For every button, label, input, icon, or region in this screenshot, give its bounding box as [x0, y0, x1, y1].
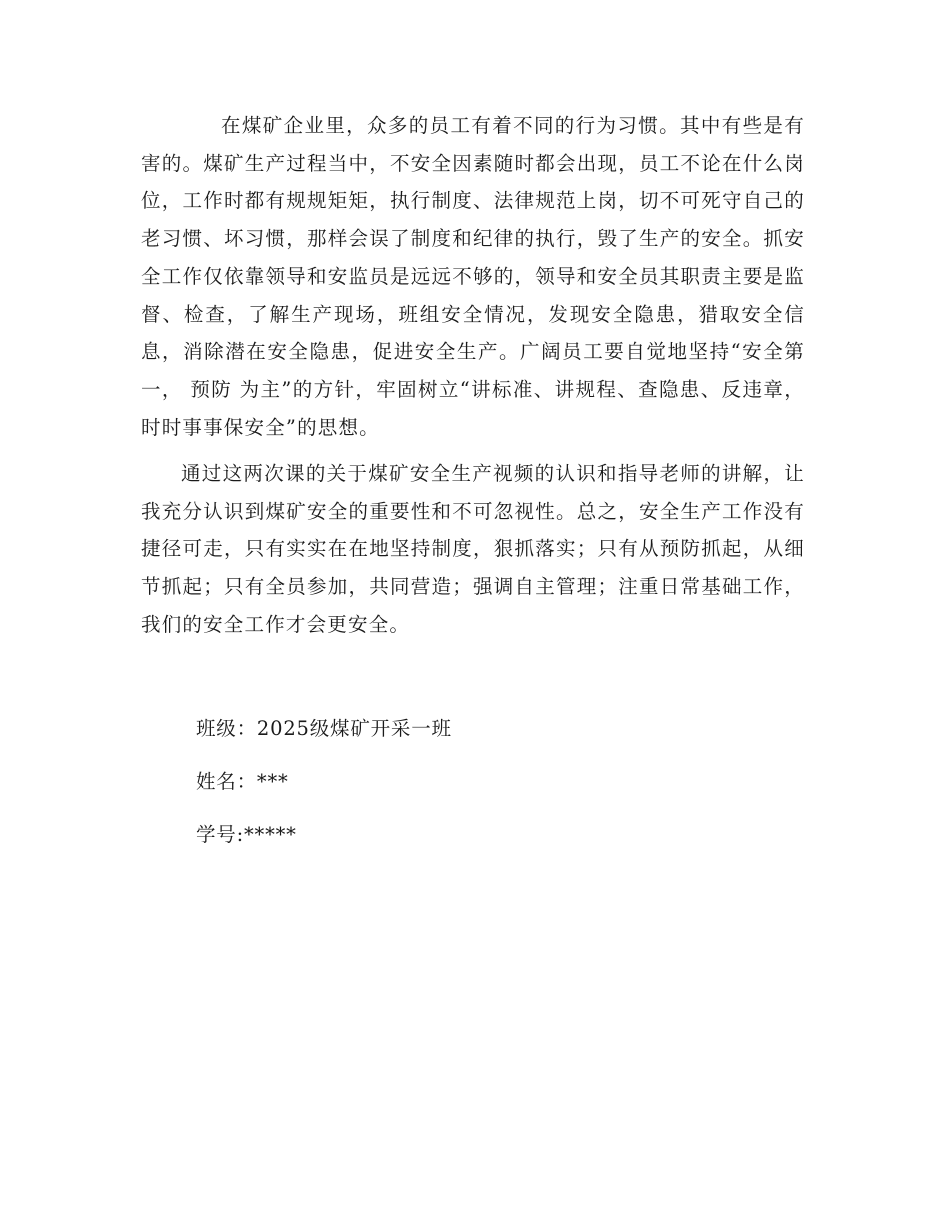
student-name-line: 姓名：*** — [196, 770, 289, 793]
body-paragraph-2: 通过这两次课的关于煤矿安全生产视频的认识和指导老师的讲解，让我充分认识到煤矿安全的重要性和不可忽视性。总之，安全生产工作没有捷径可走，只有实实在在地坚持制度，狠抓落实；只有从预防抓起，从细节抓起；只有全员参加，共同营造；强调自主管理；注重日常基础工作，我们的安全工作才会更安全。 — [141, 462, 805, 636]
body-paragraph-1: 在煤矿企业里，众多的员工有着不同的行为习惯。其中有些是有害的。煤矿生产过程当中，不安全因素随时都会出现，员工不论在什么岗位，工作时都有规规矩矩，执行制度、法律规范上岗，切不可死守自己的老习惯、坏习惯，那样会误了制度和纪律的执行，毁了生产的安全。抓安全工作仅依靠领导和安监员是远远不够的，领导和安全员其职责主要是监督、检查，了解生产现场，班组安全情况，发现安全隐患，猎取安全信息，消除潜在安全隐患，促进安全生产。广阔员工要自觉地坚持“安全第一， 预防 为主”的方针，牢固树立“讲标准、讲规程、查隐患、反违章，时时事事保安全”的思想。 — [141, 114, 805, 439]
student-class-line: 班级：2025级煤矿开采一班 — [196, 717, 452, 740]
student-id-line: 学号:***** — [196, 823, 297, 846]
